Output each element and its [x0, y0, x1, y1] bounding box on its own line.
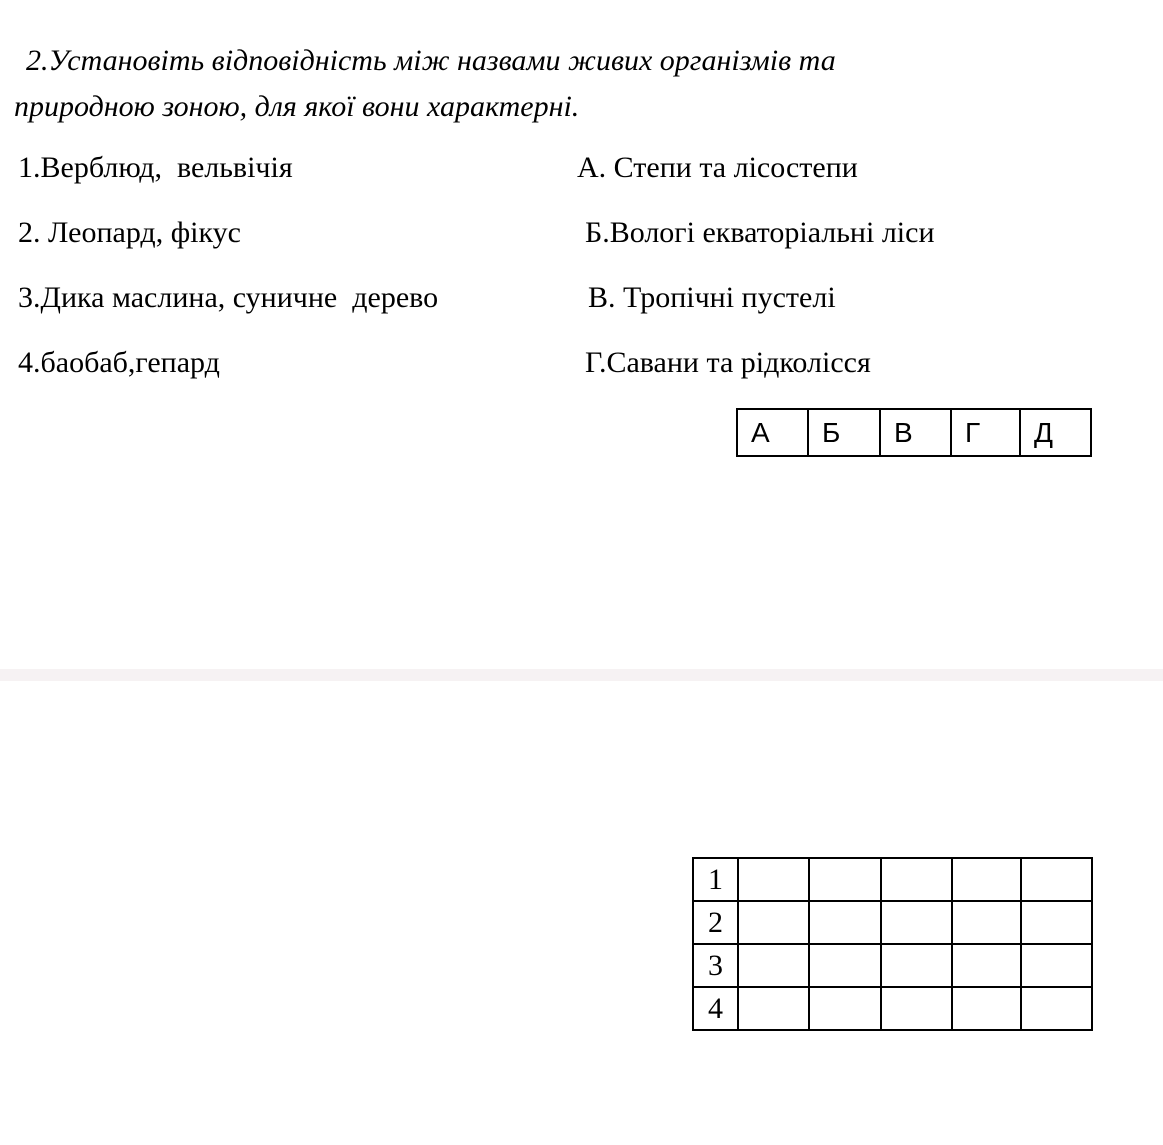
letter-cell-v: В: [880, 409, 951, 456]
answer-cell[interactable]: [881, 901, 952, 944]
answer-cell[interactable]: [952, 987, 1021, 1030]
answer-grid-row: [693, 901, 1092, 944]
section-divider: [0, 669, 1163, 681]
answer-cell[interactable]: [738, 987, 809, 1030]
answer-letters-table: [736, 408, 1092, 457]
answer-cell[interactable]: [738, 858, 809, 901]
organism-item-4: 4.баобаб,гепард: [18, 346, 220, 379]
answer-grid-table: [692, 857, 1093, 1031]
answer-cell[interactable]: [1021, 944, 1092, 987]
answer-cell[interactable]: [881, 858, 952, 901]
row-number-cell: 3: [693, 944, 738, 987]
organism-item-1: 1.Верблюд, вельвічія: [18, 151, 293, 184]
answer-cell[interactable]: [809, 901, 881, 944]
answer-cell[interactable]: [952, 901, 1021, 944]
answer-cell[interactable]: [1021, 987, 1092, 1030]
answer-cell[interactable]: [881, 987, 952, 1030]
row-number-cell: 1: [693, 858, 738, 901]
answer-cell[interactable]: [738, 901, 809, 944]
answer-cell[interactable]: [1021, 901, 1092, 944]
answer-grid-row: [693, 944, 1092, 987]
row-number-cell: 2: [693, 901, 738, 944]
organism-item-3: 3.Дика маслина, суничне дерево: [18, 281, 439, 314]
question-text: [14, 38, 1114, 130]
letter-cell-a: А: [737, 409, 808, 456]
answer-cell[interactable]: [738, 944, 809, 987]
answer-cell[interactable]: [809, 858, 881, 901]
letter-cell-g: Г: [951, 409, 1020, 456]
zone-item-g: Г.Савани та рідколісся: [585, 346, 871, 379]
zone-item-v: В. Тропічні пустелі: [588, 281, 836, 314]
answer-cell[interactable]: [809, 987, 881, 1030]
answer-letters-row: [737, 409, 1091, 456]
answer-cell[interactable]: [809, 944, 881, 987]
answer-cell[interactable]: [881, 944, 952, 987]
letter-cell-b: Б: [808, 409, 880, 456]
answer-cell[interactable]: [952, 858, 1021, 901]
answer-cell[interactable]: [952, 944, 1021, 987]
letter-cell-d: Д: [1020, 409, 1091, 456]
question-line-2: природною зоною, для якої вони характерні.: [14, 90, 580, 123]
zone-item-b: Б.Вологі екваторіальні ліси: [585, 216, 935, 249]
answer-grid-row: [693, 987, 1092, 1030]
question-line-1: 2.Установіть відповідність між назвами живих організмів та: [26, 44, 836, 77]
row-number-cell: 4: [693, 987, 738, 1030]
organism-item-2: 2. Леопард, фікус: [18, 216, 241, 249]
zone-item-a: А. Степи та лісостепи: [577, 151, 858, 184]
answer-cell[interactable]: [1021, 858, 1092, 901]
answer-grid-row: [693, 858, 1092, 901]
